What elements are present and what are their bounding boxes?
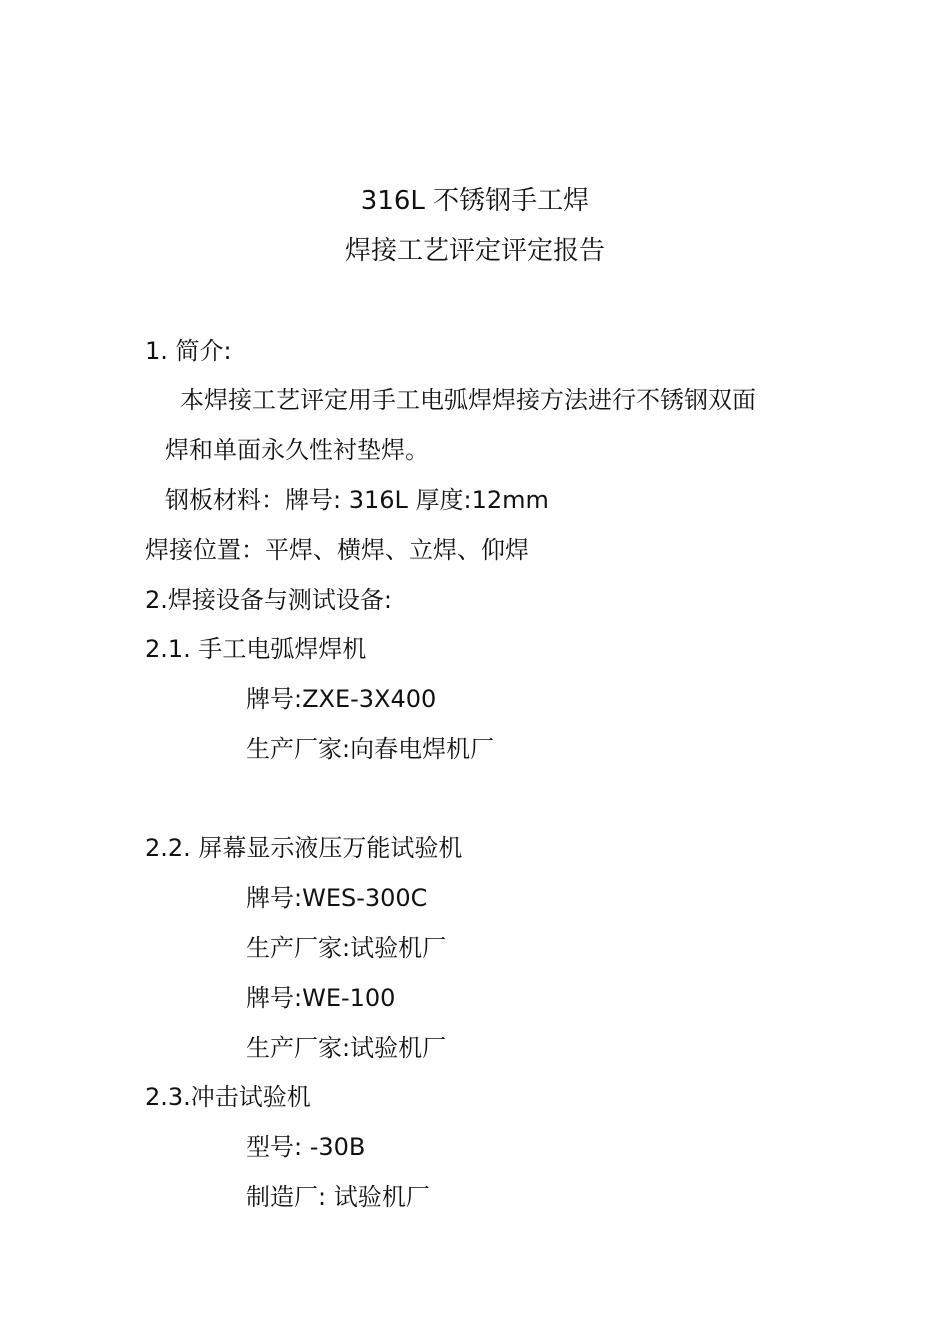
equipment-1-heading: 2.1. 手工电弧焊焊机	[145, 635, 367, 663]
equipment-3-maker: 制造厂: 试验机厂	[246, 1183, 430, 1211]
welding-position-line: 焊接位置：平焊、横焊、立焊、仰焊	[145, 536, 529, 564]
title-line-2: 焊接工艺评定评定报告	[344, 236, 605, 266]
equipment-3-heading: 2.3.冲击试验机	[145, 1083, 311, 1111]
equipment-3-model: 型号: -30B	[246, 1133, 366, 1161]
equipment-1-maker: 生产厂家:向春电焊机厂	[246, 735, 495, 763]
equipment-1-brand: 牌号:ZXE-3X400	[246, 685, 437, 713]
equipment-2-brand-1: 牌号:WES-300C	[246, 884, 428, 912]
equipment-2-maker-2: 生产厂家:试验机厂	[246, 1034, 447, 1062]
equipment-2-maker-1: 生产厂家:试验机厂	[246, 934, 447, 962]
intro-paragraph-line-2: 焊和单面永久性衬垫焊。	[165, 436, 429, 464]
intro-paragraph-line-1: 本焊接工艺评定用手工电弧焊焊接方法进行不锈钢双面	[180, 386, 756, 414]
title-line-1: 316L 不锈钢手工焊	[360, 186, 590, 216]
equipment-2-brand-2: 牌号:WE-100	[246, 984, 396, 1012]
material-line: 钢板材料：牌号: 316L 厚度:12mm	[165, 486, 549, 514]
intro-heading: 1. 简介:	[145, 337, 232, 365]
equipment-2-heading: 2.2. 屏幕显示液压万能试验机	[145, 834, 463, 862]
equipment-heading: 2.焊接设备与测试设备:	[145, 586, 392, 614]
